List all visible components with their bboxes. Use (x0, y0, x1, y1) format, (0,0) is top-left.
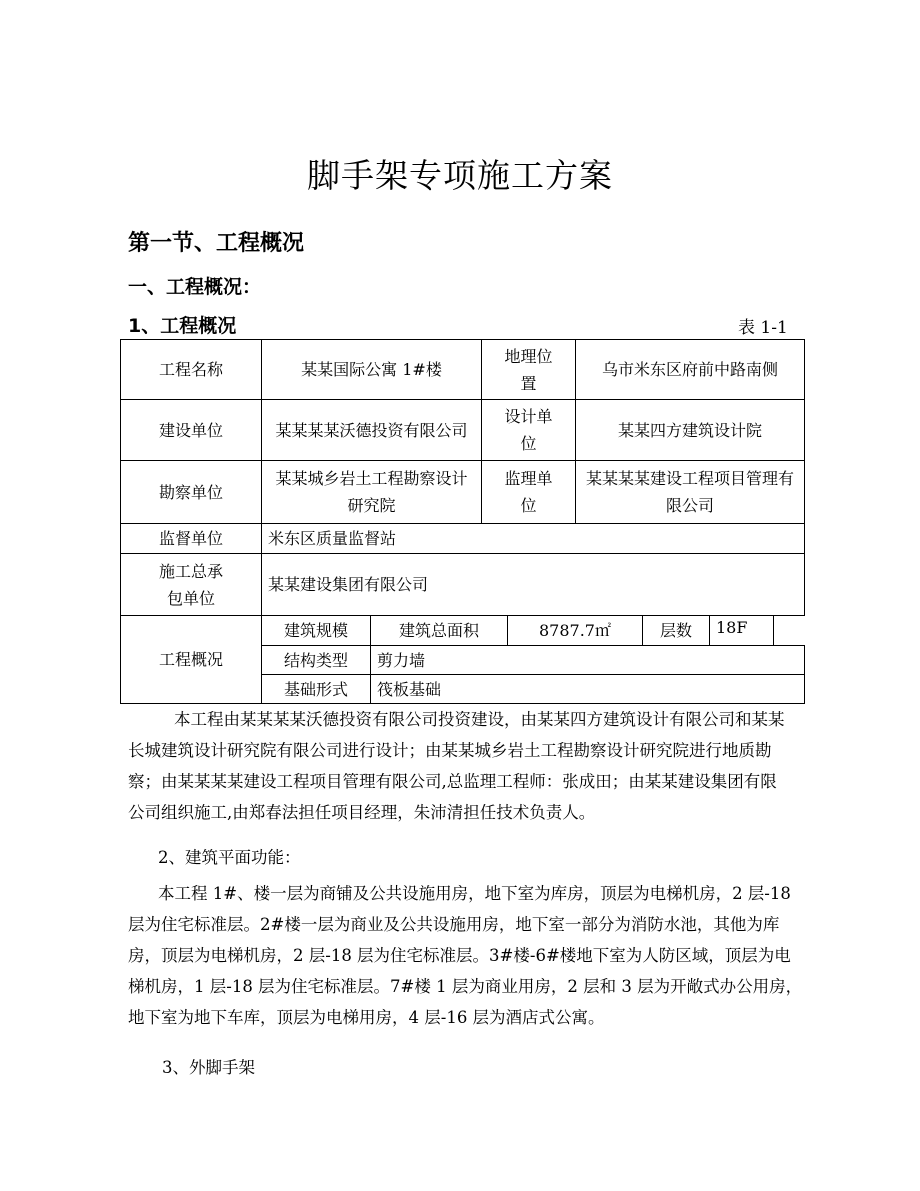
paragraph-line: 本工程 1#、楼一层为商铺及公共设施用房，地下室为库房，顶层为电梯机房，2 层-18 (158, 884, 791, 903)
area-value: 8787.7㎡ (507, 615, 643, 646)
supervisor-label: 监理单位 (481, 460, 576, 524)
floors-value: 18F (709, 615, 774, 646)
owner-value: 某某某某沃德投资有限公司 (261, 399, 482, 461)
paragraph-line: 公司组织施工,由郑春法担任项目经理，朱沛清担任技术负责人。 (128, 803, 596, 822)
overview-label: 工程概况 (120, 615, 262, 704)
inspection-value: 米东区质量监督站 (261, 523, 805, 554)
location-value: 乌市米东区府前中路南侧 (575, 339, 805, 400)
paragraph-line: 梯机房，1 层-18 层为住宅标准层。7#楼 1 层为商业用房，2 层和 3 层为开敞式办公用房， (128, 977, 803, 996)
table-caption: 1、工程概况 (128, 315, 237, 337)
designer-value: 某某四方建筑设计院 (575, 399, 805, 461)
structure-label: 结构类型 (261, 645, 371, 675)
paragraph-line: 房，顶层为电梯机房，2 层-18 层为住宅标准层。3#楼-6#楼地下室为人防区域，顶层为电 (128, 946, 791, 965)
owner-label: 建设单位 (120, 399, 262, 461)
location-label: 地理位置 (481, 339, 576, 400)
document-title: 脚手架专项施工方案 (307, 156, 613, 195)
survey-value: 某某城乡岩土工程勘察设计研究院 (261, 460, 482, 524)
paragraph-line: 本工程由某某某某沃德投资有限公司投资建设，由某某四方建筑设计有限公司和某某 (174, 710, 785, 729)
paragraph-line: 层为住宅标准层。2#楼一层为商业及公共设施用房，地下室一部分为消防水池，其他为库 (128, 915, 780, 934)
supervisor-value: 某某某某建设工程项目管理有限公司 (575, 460, 805, 524)
table-number: 表 1-1 (738, 318, 788, 338)
paragraph-line: 长城建筑设计研究院有限公司进行设计；由某某城乡岩土工程勘察设计研究院进行地质勘 (128, 741, 772, 760)
foundation-label: 基础形式 (261, 674, 371, 704)
area-label: 建筑总面积 (370, 615, 508, 646)
foundation-value: 筏板基础 (370, 674, 805, 704)
floors-label: 层数 (642, 615, 710, 646)
project-name-value: 某某国际公寓 1#楼 (261, 339, 482, 400)
designer-label: 设计单位 (481, 399, 576, 461)
project-name-label: 工程名称 (120, 339, 262, 400)
section-heading: 第一节、工程概况 (128, 231, 305, 256)
subsection-heading: 一、工程概况： (128, 276, 262, 298)
paragraph-line: 地下室为地下车库，顶层为电梯用房，4 层-16 层为酒店式公寓。 (128, 1008, 605, 1027)
survey-label: 勘察单位 (120, 460, 262, 524)
scale-label: 建筑规模 (261, 615, 371, 646)
contractor-value: 某某建设集团有限公司 (261, 553, 805, 616)
contractor-label: 施工总承包单位 (120, 553, 262, 616)
paragraph-line: 察；由某某某某建设工程项目管理有限公司,总监理工程师：张成田；由某某建设集团有限 (128, 772, 777, 791)
heading-building-functions: 2、建筑平面功能： (158, 848, 301, 867)
structure-value: 剪力墙 (370, 645, 805, 675)
heading-external-scaffold: 3、外脚手架 (162, 1058, 255, 1077)
inspection-label: 监督单位 (120, 523, 262, 554)
